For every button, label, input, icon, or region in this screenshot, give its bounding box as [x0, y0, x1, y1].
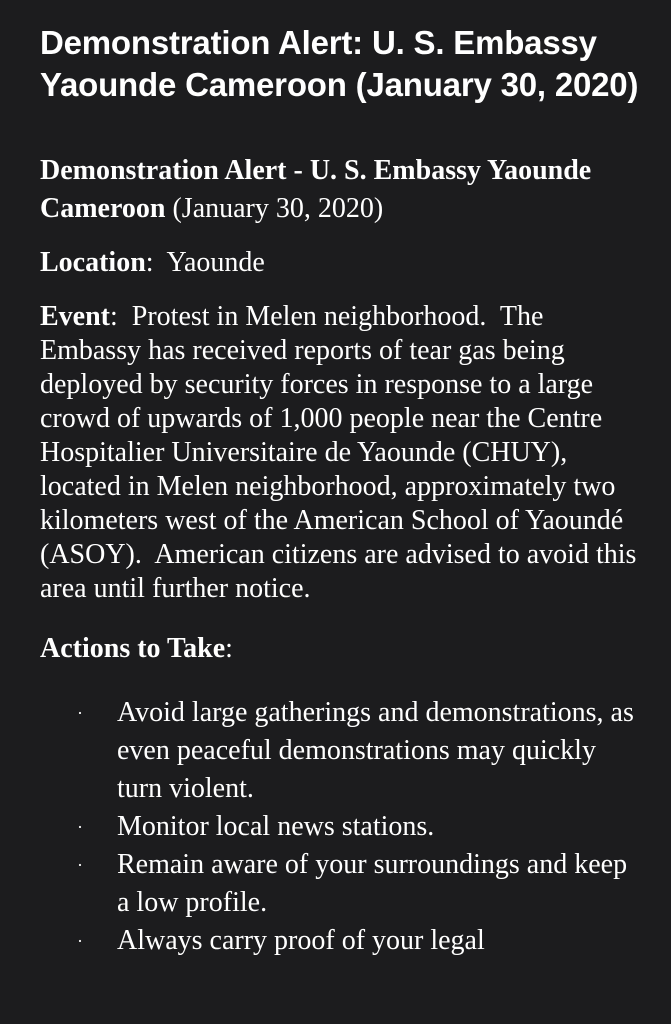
list-item-text: Monitor local news stations. — [117, 811, 435, 842]
bullet-marker: · — [77, 703, 83, 723]
event-text: Protest in Melen neighborhood. The Embassy has received reports of tear gas being deployed by security forces in response to a large crowd of upwards of 1,000 people near the Centre Hospitalier Universitaire de Yaounde (CHUY), located in Melen neighborhood, approximately two kilometers west of the American School of Yaoundé (ASOY). American citizens are advised to avoid this area until further notice. — [40, 301, 644, 604]
bullet-marker: · — [77, 817, 83, 837]
alert-header — [40, 152, 641, 228]
page-title: Demonstration Alert: U. S. Embassy Yaounde Cameroon (January 30, 2020) — [40, 24, 639, 103]
list-item — [40, 846, 641, 922]
event-separator: : — [110, 301, 118, 332]
list-item-text: Remain aware of your surroundings and keep a low profile. — [117, 849, 628, 918]
actions-label: Actions to Take — [40, 633, 226, 664]
alert-header-title: Demonstration Alert - U. S. Embassy Yaounde Cameroon — [40, 155, 592, 224]
list-item — [40, 808, 641, 846]
event-paragraph — [40, 300, 644, 606]
location-label: Location — [40, 247, 146, 278]
bullet-marker: · — [77, 931, 83, 951]
location-paragraph — [40, 246, 641, 280]
location-separator: : — [145, 247, 154, 278]
list-item — [40, 922, 641, 960]
location-value: Yaounde — [153, 247, 265, 278]
list-item-text: Avoid large gatherings and demonstrations, as even peaceful demonstrations may quickly turn violent. — [117, 697, 634, 804]
actions-heading — [40, 632, 641, 666]
actions-list — [40, 694, 641, 960]
alert-header-date: (January 30, 2020) — [165, 193, 384, 224]
bullet-marker: · — [77, 855, 83, 875]
actions-separator: : — [225, 633, 233, 664]
list-item-text: Always carry proof of your legal — [117, 925, 485, 956]
alert-body — [40, 152, 644, 960]
list-item — [40, 694, 641, 808]
event-label: Event — [40, 301, 110, 332]
